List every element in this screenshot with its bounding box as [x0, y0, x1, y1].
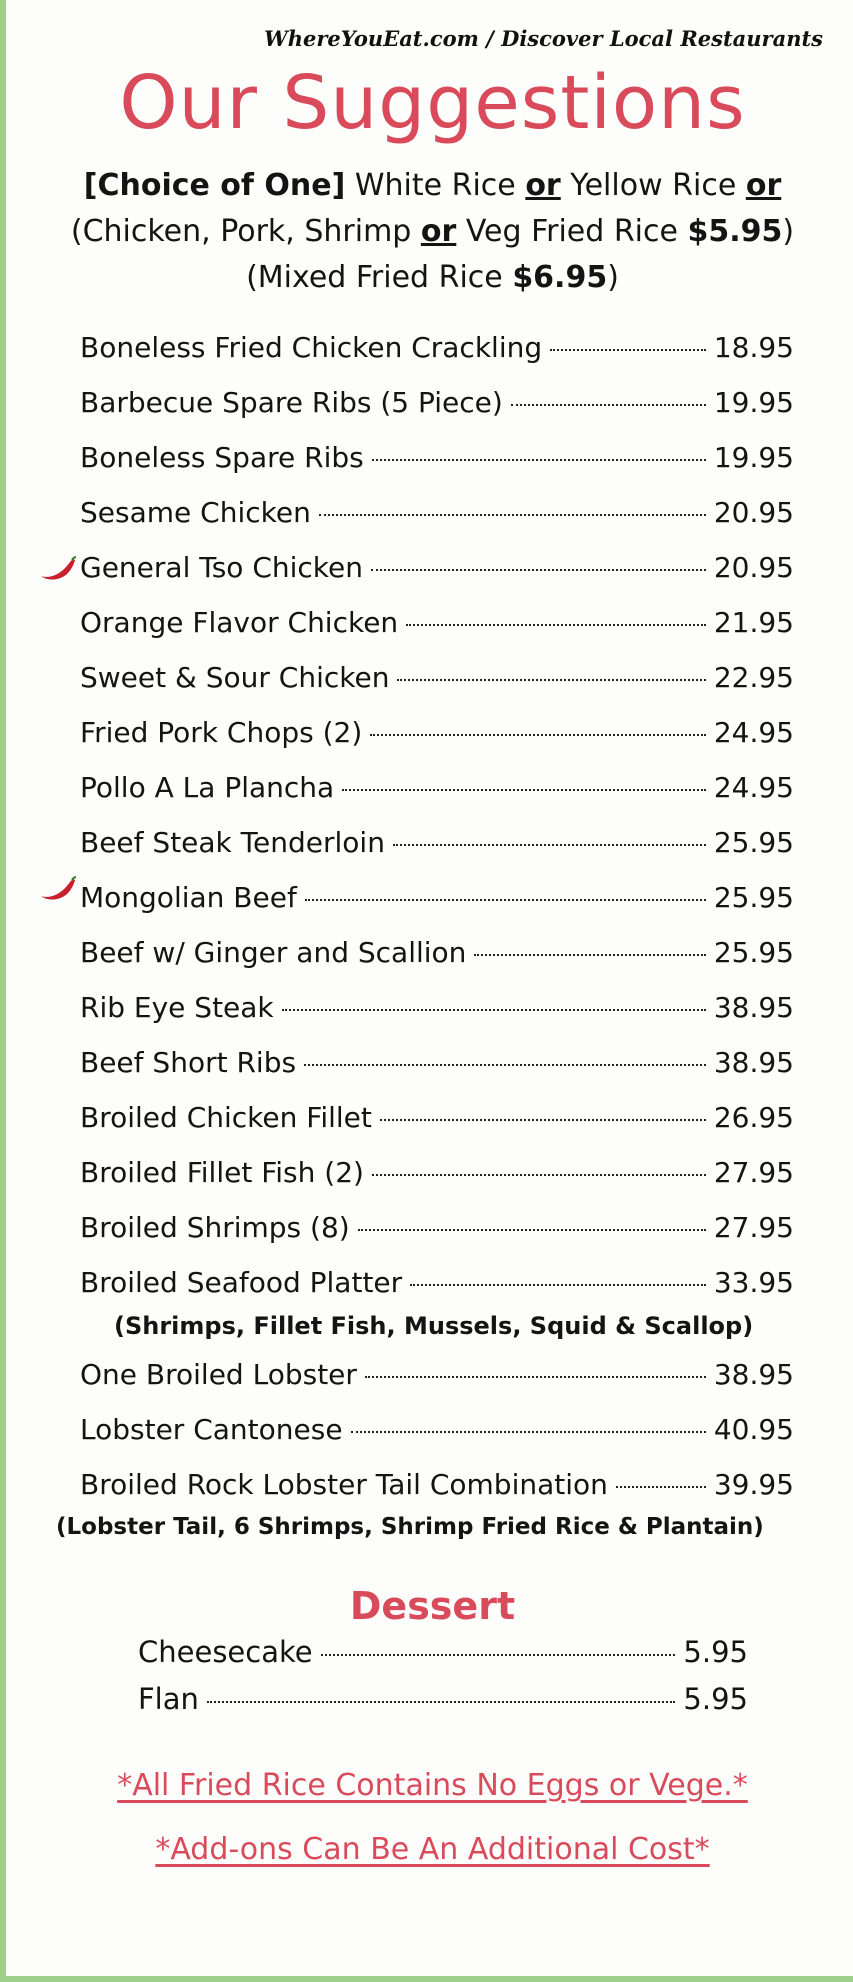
leader-dots — [351, 1431, 706, 1433]
item-price: 22.95 — [713, 661, 794, 694]
chili-pepper-icon — [39, 876, 77, 904]
choice-text: Yellow Rice — [560, 168, 746, 203]
leader-dots — [319, 514, 706, 516]
item-name: Pollo A La Plancha — [80, 771, 335, 804]
item-price: 21.95 — [713, 606, 794, 639]
item-name: Rib Eye Steak — [80, 991, 274, 1024]
menu-item — [80, 716, 794, 756]
item-price: 27.95 — [713, 1211, 794, 1244]
choice-text: ) — [782, 214, 795, 249]
item-name: Broiled Shrimps (8) — [80, 1211, 350, 1244]
menu-item — [80, 551, 794, 591]
choice-text: (Mixed Fried Rice — [246, 260, 513, 295]
menu-item — [80, 661, 794, 701]
item-name: Barbecue Spare Ribs (5 Piece) — [80, 386, 503, 419]
item-name: Mongolian Beef — [80, 881, 297, 914]
menu-item — [80, 1266, 794, 1306]
chili-pepper-icon — [39, 556, 77, 584]
leader-dots — [305, 899, 706, 901]
menu-item — [80, 826, 794, 866]
item-name: Broiled Fillet Fish (2) — [80, 1156, 364, 1189]
item-price: 19.95 — [713, 441, 794, 474]
choice-text: (Chicken, Pork, Shrimp — [70, 214, 421, 249]
page-title: Our Suggestions — [119, 60, 746, 146]
menu-item — [80, 771, 794, 811]
item-name: Beef Steak Tenderloin — [80, 826, 385, 859]
item-price: 39.95 — [713, 1468, 794, 1501]
leader-dots — [406, 624, 706, 626]
rice-choice-line-2 — [6, 214, 853, 249]
item-name: Boneless Spare Ribs — [80, 441, 364, 474]
choice-text: White Rice — [345, 168, 526, 203]
item-name: Sesame Chicken — [80, 496, 311, 529]
choice-text: Veg Fried Rice — [456, 214, 688, 249]
menu-item — [80, 1101, 794, 1141]
leader-dots — [372, 1174, 706, 1176]
menu-item — [80, 936, 794, 976]
item-price: 38.95 — [713, 1358, 794, 1391]
item-name: General Tso Chicken — [80, 551, 363, 584]
menu-item — [80, 1156, 794, 1196]
item-price: 38.95 — [713, 991, 794, 1024]
leader-dots — [370, 734, 706, 736]
item-price: 24.95 — [713, 716, 794, 749]
menu-item — [80, 1468, 794, 1508]
rice-choice-line-3 — [6, 260, 853, 295]
choice-text: ) — [607, 260, 619, 295]
leader-dots — [616, 1486, 706, 1488]
choice-or: or — [420, 214, 457, 249]
choice-price: $6.95 — [512, 260, 608, 295]
rice-choice-line-1 — [6, 168, 853, 203]
item-name: Fried Pork Chops (2) — [80, 716, 363, 749]
leader-dots — [550, 349, 706, 351]
leader-dots — [380, 1119, 706, 1121]
menu-item — [80, 606, 794, 646]
menu-item — [80, 386, 794, 426]
leader-dots — [282, 1009, 706, 1011]
choice-or: or — [745, 168, 782, 203]
dessert-item — [138, 1682, 748, 1722]
item-price: 25.95 — [713, 826, 794, 859]
item-name: Beef Short Ribs — [80, 1046, 297, 1079]
dessert-title: Dessert — [349, 1584, 516, 1628]
menu-item — [80, 1358, 794, 1398]
menu-item — [80, 496, 794, 536]
choice-or: or — [525, 168, 561, 203]
leader-dots — [207, 1701, 676, 1703]
leader-dots — [393, 844, 706, 846]
leader-dots — [365, 1376, 706, 1378]
item-name: Broiled Rock Lobster Tail Combination — [80, 1468, 608, 1501]
menu-item — [80, 1211, 794, 1251]
item-price: 19.95 — [713, 386, 794, 419]
item-note: (Shrimps, Fillet Fish, Mussels, Squid & Scallop) — [114, 1312, 754, 1340]
footnote: *Add-ons Can Be An Additional Cost* — [155, 1832, 710, 1867]
leader-dots — [474, 954, 705, 956]
item-price: 40.95 — [713, 1413, 794, 1446]
leader-dots — [358, 1229, 706, 1231]
choice-price: $5.95 — [687, 214, 783, 249]
item-name: Lobster Cantonese — [80, 1413, 343, 1446]
menu-item — [80, 441, 794, 481]
leader-dots — [372, 459, 706, 461]
item-name: Beef w/ Ginger and Scallion — [80, 936, 467, 969]
leader-dots — [511, 404, 706, 406]
leader-dots — [397, 679, 705, 681]
leader-dots — [410, 1284, 706, 1286]
menu-item — [80, 331, 794, 371]
item-name: Flan — [138, 1682, 199, 1716]
dessert-item — [138, 1635, 748, 1675]
item-name: One Broiled Lobster — [80, 1358, 357, 1391]
item-name: Cheesecake — [138, 1635, 313, 1669]
menu-item — [80, 1413, 794, 1453]
item-name: Broiled Chicken Fillet — [80, 1101, 372, 1134]
item-price: 27.95 — [713, 1156, 794, 1189]
item-price: 25.95 — [713, 936, 794, 969]
menu-item — [80, 881, 794, 921]
item-price: 18.95 — [713, 331, 794, 364]
item-price: 5.95 — [683, 1635, 748, 1669]
leader-dots — [304, 1064, 706, 1066]
item-note: (Lobster Tail, 6 Shrimps, Shrimp Fried Rice & Plantain) — [56, 1514, 764, 1540]
item-price: 5.95 — [683, 1682, 748, 1716]
item-name: Boneless Fried Chicken Crackling — [80, 331, 543, 364]
item-price: 20.95 — [713, 496, 794, 529]
item-price: 20.95 — [713, 551, 794, 584]
site-header[interactable]: WhereYouEat.com / Discover Local Restaurants — [264, 26, 823, 51]
item-price: 25.95 — [713, 881, 794, 914]
item-name: Broiled Seafood Platter — [80, 1266, 403, 1299]
menu-item — [80, 991, 794, 1031]
item-name: Orange Flavor Chicken — [80, 606, 399, 639]
item-price: 24.95 — [713, 771, 794, 804]
footnote: *All Fried Rice Contains No Eggs or Vege.* — [117, 1768, 748, 1803]
item-name: Sweet & Sour Chicken — [80, 661, 390, 694]
item-price: 33.95 — [713, 1266, 794, 1299]
leader-dots — [342, 789, 706, 791]
menu-item — [80, 1046, 794, 1086]
leader-dots — [321, 1654, 676, 1656]
item-price: 26.95 — [713, 1101, 794, 1134]
leader-dots — [371, 569, 706, 571]
choice-label: [Choice of One] — [83, 168, 346, 203]
item-price: 38.95 — [713, 1046, 794, 1079]
